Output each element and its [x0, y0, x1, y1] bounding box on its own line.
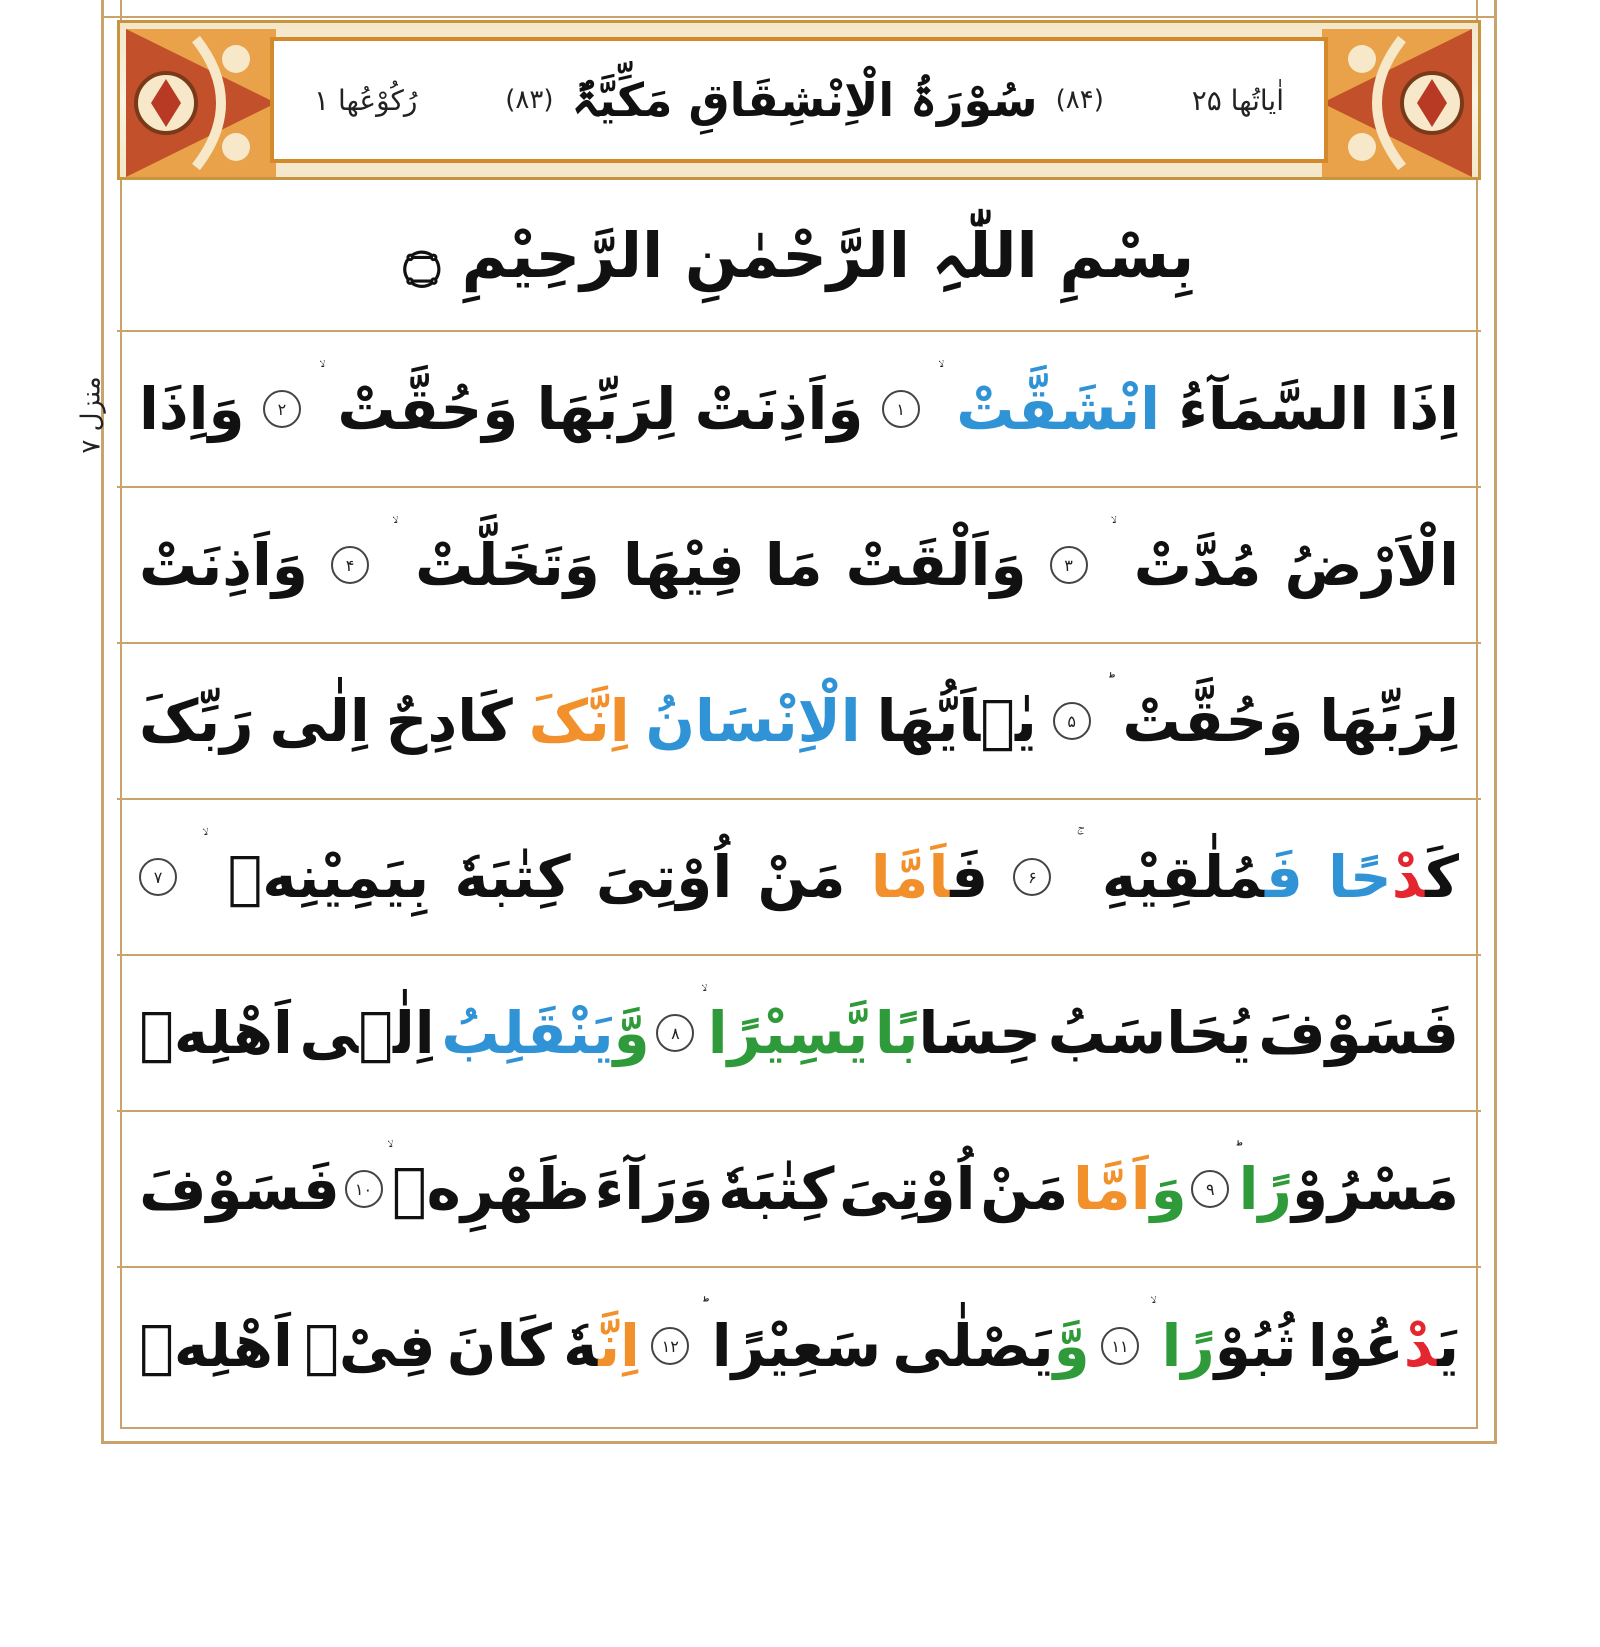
verse-word — [385, 687, 513, 755]
ayah-number-marker: ۶ — [1013, 858, 1051, 896]
verse-word — [718, 1155, 835, 1223]
surah-name: سُوْرَۃُ الْاِنْشِقَاقِ مَکِّیَّۃٌ — [571, 73, 1038, 127]
verse-word — [839, 1155, 976, 1223]
manzil-marker — [62, 345, 122, 485]
verse-word — [892, 1312, 1090, 1380]
verse-word — [1047, 999, 1252, 1067]
verse-word — [874, 999, 1042, 1067]
word-segment: وَ — [1150, 1155, 1187, 1223]
verse-word — [956, 375, 1161, 443]
word-segment: اَمَّا — [1073, 1155, 1151, 1223]
word-segment: فَسَوْفَ — [139, 1155, 340, 1223]
verse-word — [528, 687, 630, 755]
ayah-number-marker: ۹ — [1191, 1170, 1229, 1208]
verse-word — [1101, 843, 1303, 911]
verse-word — [1284, 531, 1459, 599]
word-segment: ثُبُوْ — [1214, 1312, 1297, 1380]
verse-line — [117, 332, 1481, 488]
verse-word — [227, 843, 430, 911]
ayah-number-marker: ۵ — [1053, 702, 1091, 740]
verse-word — [645, 687, 861, 755]
word-segment: یَ — [1437, 1312, 1459, 1380]
ornament-corner-right-icon — [1322, 29, 1472, 177]
word-segment: دْ — [1403, 1312, 1438, 1380]
word-segment: مَنْ — [980, 1155, 1069, 1223]
word-segment: فَ — [950, 843, 989, 911]
manzil-label: منزل ۷ — [77, 376, 107, 454]
verse-line — [117, 644, 1481, 800]
verse-word — [139, 999, 293, 1067]
verse-word — [415, 531, 600, 599]
word-segment: وَاَلْقَتْ — [845, 531, 1027, 599]
verse-line — [117, 800, 1481, 956]
verse-word — [1328, 843, 1459, 911]
word-segment: فِیْۤ — [304, 1312, 436, 1380]
word-segment: کِتٰبَهٗ — [454, 843, 571, 911]
word-segment: کِتٰبَهٗ — [718, 1155, 835, 1223]
verse-word — [269, 687, 370, 755]
verse-word — [1238, 1155, 1459, 1223]
word-segment: بِیَمِیْنِهٖ — [227, 843, 430, 911]
verse-word — [876, 687, 1037, 755]
verse-word — [139, 1312, 293, 1380]
verse-word — [595, 843, 733, 911]
verse-word — [1319, 687, 1459, 755]
ayah-number-marker: ۱۰ — [345, 1170, 383, 1208]
word-segment: اُوْتِیَ — [595, 843, 733, 911]
word-segment: مَا فِیْھَا — [622, 531, 823, 599]
word-segment: سَعِیْرًا — [711, 1312, 882, 1380]
verse-line — [117, 1112, 1481, 1268]
ruku-count: رُکُوْعُھا ۱ — [314, 83, 418, 117]
word-segment: اِذَا السَّمَآءُ — [1178, 375, 1459, 443]
word-segment: وَاَذِنَتْ — [139, 531, 308, 599]
verse-word — [870, 843, 989, 911]
verse-word — [563, 1312, 640, 1380]
word-segment: وَاَذِنَتْ — [694, 375, 864, 443]
verse-word — [707, 999, 869, 1067]
verse-word — [1161, 1312, 1297, 1380]
ornament-corner-left-icon — [126, 29, 276, 177]
word-segment: اِنَّ — [598, 1312, 640, 1380]
word-segment: اِلٰۤی — [299, 999, 435, 1067]
verse-word — [304, 1312, 436, 1380]
bismillah-text: بِسْمِ اللّٰہِ الرَّحْمٰنِ الرَّحِیْمِ ۝ — [403, 218, 1195, 292]
word-segment: یَّسِیْرًا — [707, 999, 869, 1067]
word-segment: هٗ — [563, 1312, 599, 1380]
verse-word — [536, 375, 677, 443]
word-segment: وَتَخَلَّتْ — [415, 531, 600, 599]
verse-line — [117, 956, 1481, 1112]
ayah-number-marker: ۳ — [1050, 546, 1088, 584]
verse-word — [594, 1155, 714, 1223]
word-segment: وَرَآءَ — [594, 1155, 714, 1223]
ayat-count: اٰیاتُھا ۲۵ — [1191, 83, 1284, 117]
revelation-order: (۸۳) — [505, 85, 554, 115]
verse-word — [1258, 999, 1459, 1067]
ayah-number-marker: ۷ — [139, 858, 177, 896]
verse-word — [139, 687, 254, 755]
verse-word — [1122, 687, 1304, 755]
word-segment: الْاِنْسَانُ — [645, 687, 861, 755]
word-segment: اُوْتِیَ — [839, 1155, 976, 1223]
word-segment: دْ — [1391, 843, 1426, 911]
surah-header-panel — [270, 37, 1328, 163]
verse-word — [845, 531, 1027, 599]
bismillah-row — [117, 180, 1481, 332]
word-segment: الْاَرْضُ — [1284, 531, 1459, 599]
word-segment: کَ — [1425, 843, 1459, 911]
verse-word — [139, 375, 245, 443]
word-segment: یُحَاسَبُ — [1047, 999, 1252, 1067]
ayah-number-marker: ۱۲ — [651, 1327, 689, 1365]
word-segment: بًا — [874, 999, 919, 1067]
word-segment: اِنَّکَ — [528, 687, 630, 755]
verse-lines — [117, 332, 1481, 1424]
word-segment: وَحُقَّتْ — [1122, 687, 1304, 755]
word-segment: وَّ — [1053, 1312, 1090, 1380]
word-segment: مَسْرُوْ — [1291, 1155, 1459, 1223]
verse-word — [1073, 1155, 1187, 1223]
verse-word — [337, 375, 519, 443]
word-segment: وَاِذَا — [139, 375, 245, 443]
verse-word — [299, 999, 435, 1067]
ayah-number-marker: ۱۱ — [1101, 1327, 1139, 1365]
ayah-number-marker: ۸ — [656, 1014, 694, 1052]
word-segment: اِلٰی — [269, 687, 370, 755]
word-segment: حًا — [1328, 843, 1392, 911]
word-segment: کَادِحٌ — [385, 687, 513, 755]
word-segment: ظَهْرِهٖ — [391, 1155, 590, 1223]
word-segment: وَحُقَّتْ — [337, 375, 519, 443]
word-segment: یَنْقَلِبُ — [441, 999, 614, 1067]
ayah-number-marker: ۲ — [263, 390, 301, 428]
word-segment: اَمَّا — [870, 843, 951, 911]
verse-word — [391, 1155, 590, 1223]
word-segment: فَسَوْفَ — [1258, 999, 1459, 1067]
surah-title-group — [505, 73, 1104, 127]
word-segment: اَهْلِهٖ — [139, 1312, 293, 1380]
word-segment: مَنْ — [757, 843, 846, 911]
word-segment: وَّ — [613, 999, 650, 1067]
verse-word — [139, 531, 308, 599]
verse-line — [117, 488, 1481, 644]
word-segment: یٰۤاَیُّھَا — [876, 687, 1037, 755]
word-segment: اَهْلِهٖ — [139, 999, 293, 1067]
verse-word — [139, 1155, 340, 1223]
surah-header — [117, 20, 1481, 180]
verse-word — [446, 1312, 552, 1380]
word-segment: رًا — [1161, 1312, 1215, 1380]
word-segment: رَبِّکَ — [139, 687, 254, 755]
word-segment: حِسَا — [918, 999, 1042, 1067]
word-segment: عُوْا — [1307, 1312, 1404, 1380]
word-segment: لِرَبِّھَا — [1319, 687, 1459, 755]
verse-word — [441, 999, 650, 1067]
verse-word — [694, 375, 864, 443]
word-segment: کَانَ — [446, 1312, 552, 1380]
verse-word — [1307, 1312, 1459, 1380]
verse-word — [622, 531, 823, 599]
verse-word — [1133, 531, 1262, 599]
word-segment: انْشَقَّتْ — [956, 375, 1161, 443]
verse-word — [1178, 375, 1459, 443]
word-segment: لِرَبِّھَا — [536, 375, 677, 443]
word-segment: مُلٰقِیْهِ — [1101, 843, 1265, 911]
verse-word — [980, 1155, 1069, 1223]
word-segment: رًا — [1238, 1155, 1292, 1223]
verse-line — [117, 1268, 1481, 1424]
ayah-number-marker: ۴ — [331, 546, 369, 584]
verse-word — [454, 843, 571, 911]
word-segment: مُدَّتْ — [1133, 531, 1262, 599]
verse-word — [711, 1312, 882, 1380]
word-segment: فَ — [1264, 843, 1303, 911]
ayah-number-marker: ۱ — [882, 390, 920, 428]
word-segment: یَصْلٰی — [892, 1312, 1054, 1380]
surah-number: (۸۴) — [1055, 85, 1104, 115]
verse-word — [757, 843, 846, 911]
